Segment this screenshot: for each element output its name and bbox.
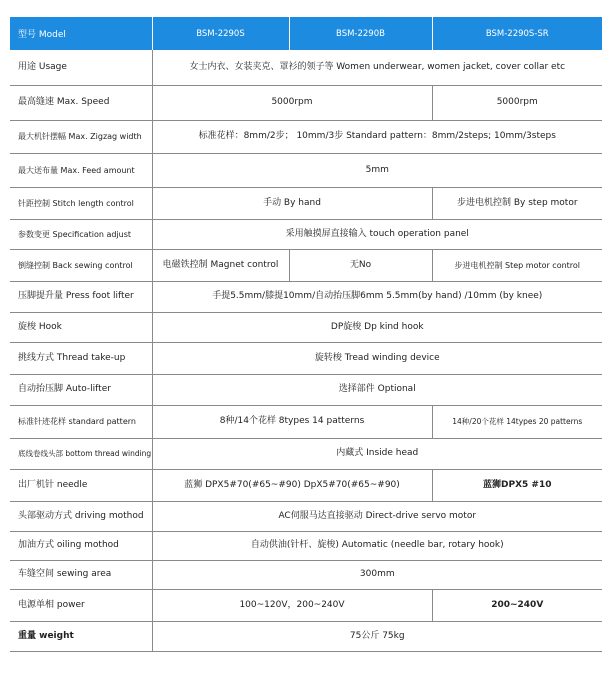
row-spec	[10, 219, 602, 249]
area-value: 300mm	[152, 560, 602, 589]
power-value-sb: 100~120V，200~240V	[152, 589, 432, 621]
model-bsm-2290s: BSM-2290S	[152, 17, 289, 50]
row-usage	[10, 50, 602, 85]
row-stitch	[10, 187, 602, 219]
zigzag-value: 标准花样：8mm/2步； 10mm/3步 Standard pattern：8mm/2steps; 10mm/3steps	[152, 120, 602, 153]
row-needle	[10, 469, 602, 501]
row-zigzag	[10, 120, 602, 153]
drive-value: AC伺服马达直接驱动 Direct-drive servo motor	[152, 501, 602, 531]
row-lifter	[10, 281, 602, 312]
speed-value-sb: 5000rpm	[152, 85, 432, 120]
power-label: 电源单相 power	[10, 589, 152, 621]
winding-label: 底线卷线头部 bottom thread winding	[10, 438, 152, 469]
row-weight	[10, 621, 602, 651]
stitch-value-sr: 步进电机控制 By step motor	[432, 187, 602, 219]
oiling-label: 加油方式 oiling mothod	[10, 531, 152, 560]
autolifter-label: 自动抬压脚 Auto-lifter	[10, 374, 152, 405]
row-power	[10, 589, 602, 621]
feed-label: 最大送布量 Max. Feed amount	[10, 153, 152, 187]
winding-value: 内藏式 Inside head	[152, 438, 602, 469]
usage-label: 用途 Usage	[10, 50, 152, 85]
row-pattern	[10, 405, 602, 438]
stitch-value-sb: 手动 By hand	[152, 187, 432, 219]
hook-label: 旋梭 Hook	[10, 312, 152, 342]
takeup-value: 旋转梭 Tread winding device	[152, 342, 602, 374]
speed-label: 最高缝速 Max. Speed	[10, 85, 152, 120]
needle-value-sr: 蓝狮DPX5 #10	[432, 469, 602, 501]
row-hook	[10, 312, 602, 342]
row-backsew	[10, 249, 602, 281]
spec-table	[10, 17, 602, 652]
stitch-label: 针距控制 Stitch length control	[10, 187, 152, 219]
spec-value: 采用触摸屏直接输入 touch operation panel	[152, 219, 602, 249]
needle-label: 出厂机针 needle	[10, 469, 152, 501]
drive-label: 头部驱动方式 driving mothod	[10, 501, 152, 531]
usage-value: 女士内衣、女装夹克、罩衫的领子等 Women underwear, women jacket, cover collar etc	[152, 50, 602, 85]
row-winding	[10, 438, 602, 469]
weight-label: 重量 weight	[10, 621, 152, 651]
power-value-sr: 200~240V	[432, 589, 602, 621]
row-takeup	[10, 342, 602, 374]
model-header-label: 型号 Model	[10, 17, 152, 50]
row-autolifter	[10, 374, 602, 405]
spec-label: 参数变更 Specification adjust	[10, 219, 152, 249]
row-oiling	[10, 531, 602, 560]
lifter-value: 手提5.5mm/膝提10mm/自动抬压脚6mm 5.5mm(by hand) /10mm (by knee)	[152, 281, 602, 312]
pattern-label: 标准针迹花样 standard pattern	[10, 405, 152, 438]
pattern-value-sb: 8种/14个花样 8types 14 patterns	[152, 405, 432, 438]
model-bsm-2290s-sr: BSM-2290S-SR	[432, 17, 602, 50]
pattern-value-sr: 14种/20个花样 14types 20 patterns	[432, 405, 602, 438]
row-area	[10, 560, 602, 589]
backsew-value-b: 无No	[289, 249, 432, 281]
feed-value: 5mm	[152, 153, 602, 187]
takeup-label: 挑线方式 Thread take-up	[10, 342, 152, 374]
needle-value-sb: 蓝狮 DPX5#70(#65~#90) DpX5#70(#65~#90)	[152, 469, 432, 501]
weight-value: 75公斤 75kg	[152, 621, 602, 651]
lifter-label: 压脚提升量 Press foot lifter	[10, 281, 152, 312]
row-speed	[10, 85, 602, 120]
backsew-value-sr: 步进电机控制 Step motor control	[432, 249, 602, 281]
oiling-value: 自动供油(针杆、旋梭) Automatic (needle bar, rotary hook)	[152, 531, 602, 560]
header-row	[10, 17, 602, 50]
model-bsm-2290b: BSM-2290B	[289, 17, 432, 50]
autolifter-value: 选择部件 Optional	[152, 374, 602, 405]
area-label: 车缝空间 sewing area	[10, 560, 152, 589]
row-drive	[10, 501, 602, 531]
backsew-value-s: 电磁铁控制 Magnet control	[152, 249, 289, 281]
backsew-label: 倒缝控制 Back sewing control	[10, 249, 152, 281]
speed-value-sr: 5000rpm	[432, 85, 602, 120]
row-feed	[10, 153, 602, 187]
hook-value: DP旋梭 Dp kind hook	[152, 312, 602, 342]
zigzag-label: 最大机针摆幅 Max. Zigzag width	[10, 120, 152, 153]
